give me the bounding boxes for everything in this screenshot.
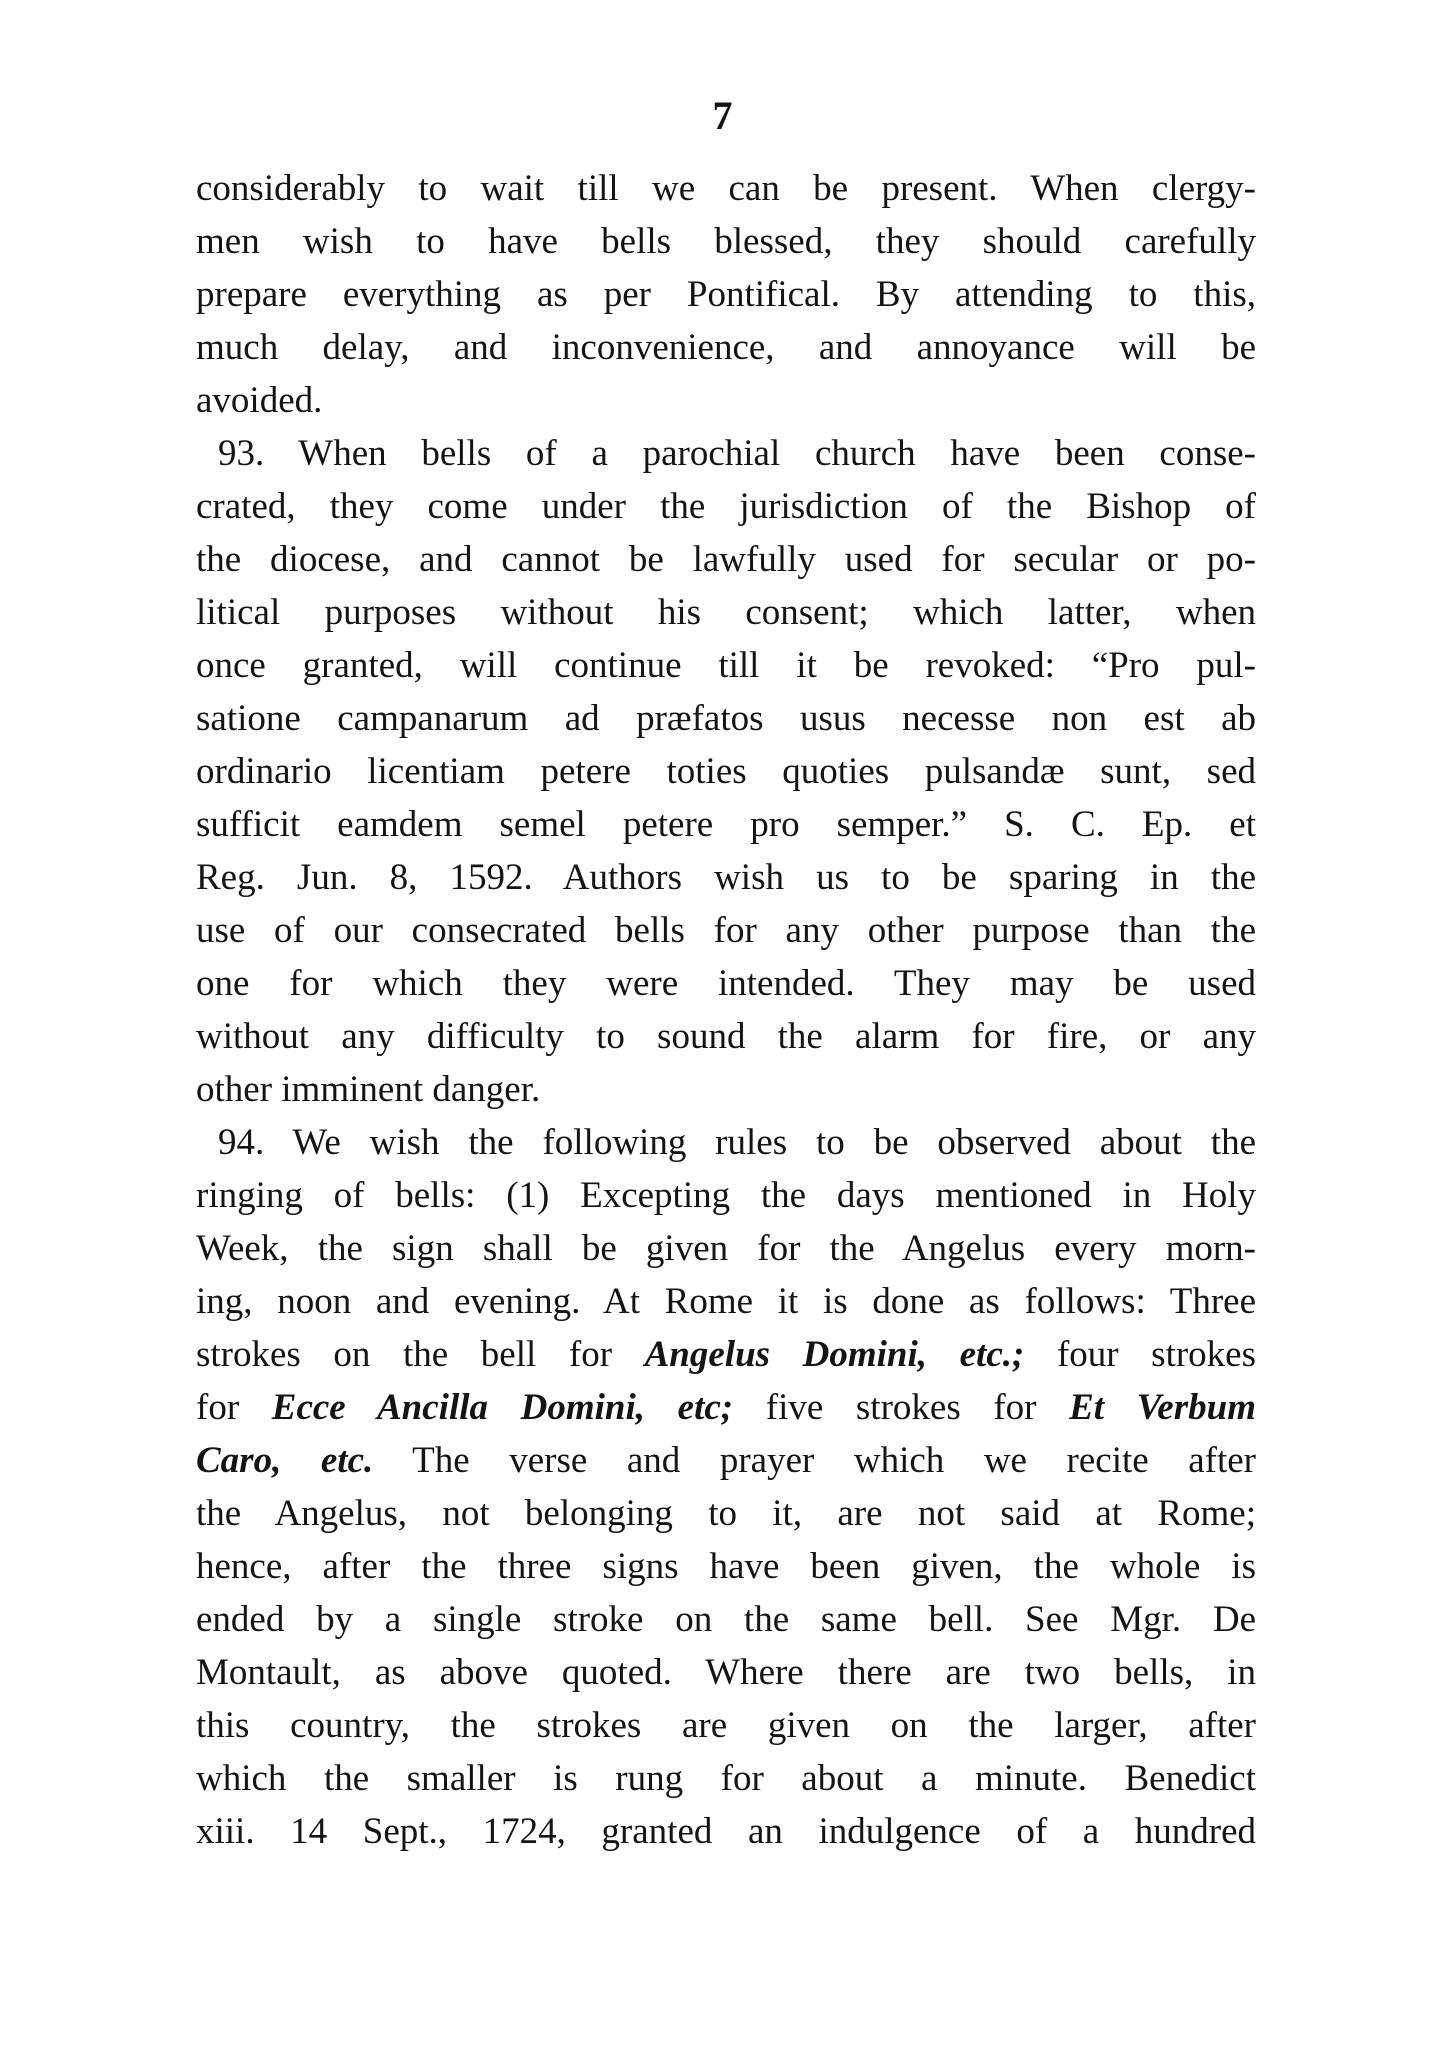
text-line: crated, they come under the jurisdiction of the Bishop of xyxy=(196,486,1256,527)
text-line: Montault, as above quoted. Where there are two bells, in xyxy=(196,1652,1256,1693)
text-line: Week, the sign shall be given for the Angelus every morn- xyxy=(196,1228,1256,1269)
text-line xyxy=(196,1328,1256,1381)
page-number: 7 xyxy=(712,93,733,138)
text-line: 94. We wish the following rules to be observed about the xyxy=(218,1122,1256,1163)
text-line: considerably to wait till we can be present. When clergy- xyxy=(196,168,1256,209)
text-line: hence, after the three signs have been given, the whole is xyxy=(196,1546,1256,1587)
text-line xyxy=(196,1381,1256,1434)
text-line: ringing of bells: (1) Excepting the days mentioned in Holy xyxy=(196,1175,1256,1216)
text-line: prepare everything as per Pontifical. By attending to this, xyxy=(196,274,1256,315)
text-line: which the smaller is rung for about a minute. Benedict xyxy=(196,1758,1256,1799)
text-line: the Angelus, not belonging to it, are not said at Rome; xyxy=(196,1493,1256,1534)
text-line: other imminent danger. xyxy=(196,1069,541,1110)
text-line xyxy=(196,1434,1256,1487)
text-line: xiii. 14 Sept., 1724, granted an indulgence of a hundred xyxy=(196,1811,1256,1852)
text-line: litical purposes without his consent; which latter, when xyxy=(196,592,1256,633)
text-line: avoided. xyxy=(196,380,323,421)
text-line: much delay, and inconvenience, and annoyance will be xyxy=(196,327,1256,368)
text-segment: four strokes xyxy=(1024,1334,1256,1375)
text-segment: strokes on the bell for xyxy=(196,1334,645,1375)
italic-phrase: Ecce Ancilla Domini, etc; xyxy=(271,1387,734,1428)
text-line: without any difficulty to sound the alarm for fire, or any xyxy=(196,1016,1256,1057)
text-line: once granted, will continue till it be revoked: “Pro pul- xyxy=(196,645,1256,686)
text-line: Reg. Jun. 8, 1592. Authors wish us to be sparing in the xyxy=(196,857,1256,898)
text-line: ing, noon and evening. At Rome it is done as follows: Three xyxy=(196,1281,1256,1322)
text-line: use of our consecrated bells for any other purpose than the xyxy=(196,910,1256,951)
text-segment: The verse and prayer which we recite after xyxy=(373,1440,1257,1481)
text-line: satione campanarum ad præfatos usus necesse non est ab xyxy=(196,698,1256,739)
text-line: ended by a single stroke on the same bell. See Mgr. De xyxy=(196,1599,1256,1640)
text-line: the diocese, and cannot be lawfully used for secular or po- xyxy=(196,539,1256,580)
text-segment: five strokes for xyxy=(733,1387,1070,1428)
italic-phrase: Caro, etc. xyxy=(196,1440,374,1481)
text-line: ordinario licentiam petere toties quoties pulsandæ sunt, sed xyxy=(196,751,1256,792)
text-segment: for xyxy=(196,1387,272,1428)
italic-phrase: Angelus Domini, etc.; xyxy=(644,1334,1025,1375)
text-line: this country, the strokes are given on the larger, after xyxy=(196,1705,1256,1746)
text-line: sufficit eamdem semel petere pro semper.” S. C. Ep. et xyxy=(196,804,1256,845)
body-text xyxy=(196,162,1256,1858)
text-line: men wish to have bells blessed, they should carefully xyxy=(196,221,1256,262)
text-line: 93. When bells of a parochial church have been conse- xyxy=(218,433,1256,474)
text-line: one for which they were intended. They may be used xyxy=(196,963,1256,1004)
italic-phrase: Et Verbum xyxy=(1069,1387,1256,1428)
